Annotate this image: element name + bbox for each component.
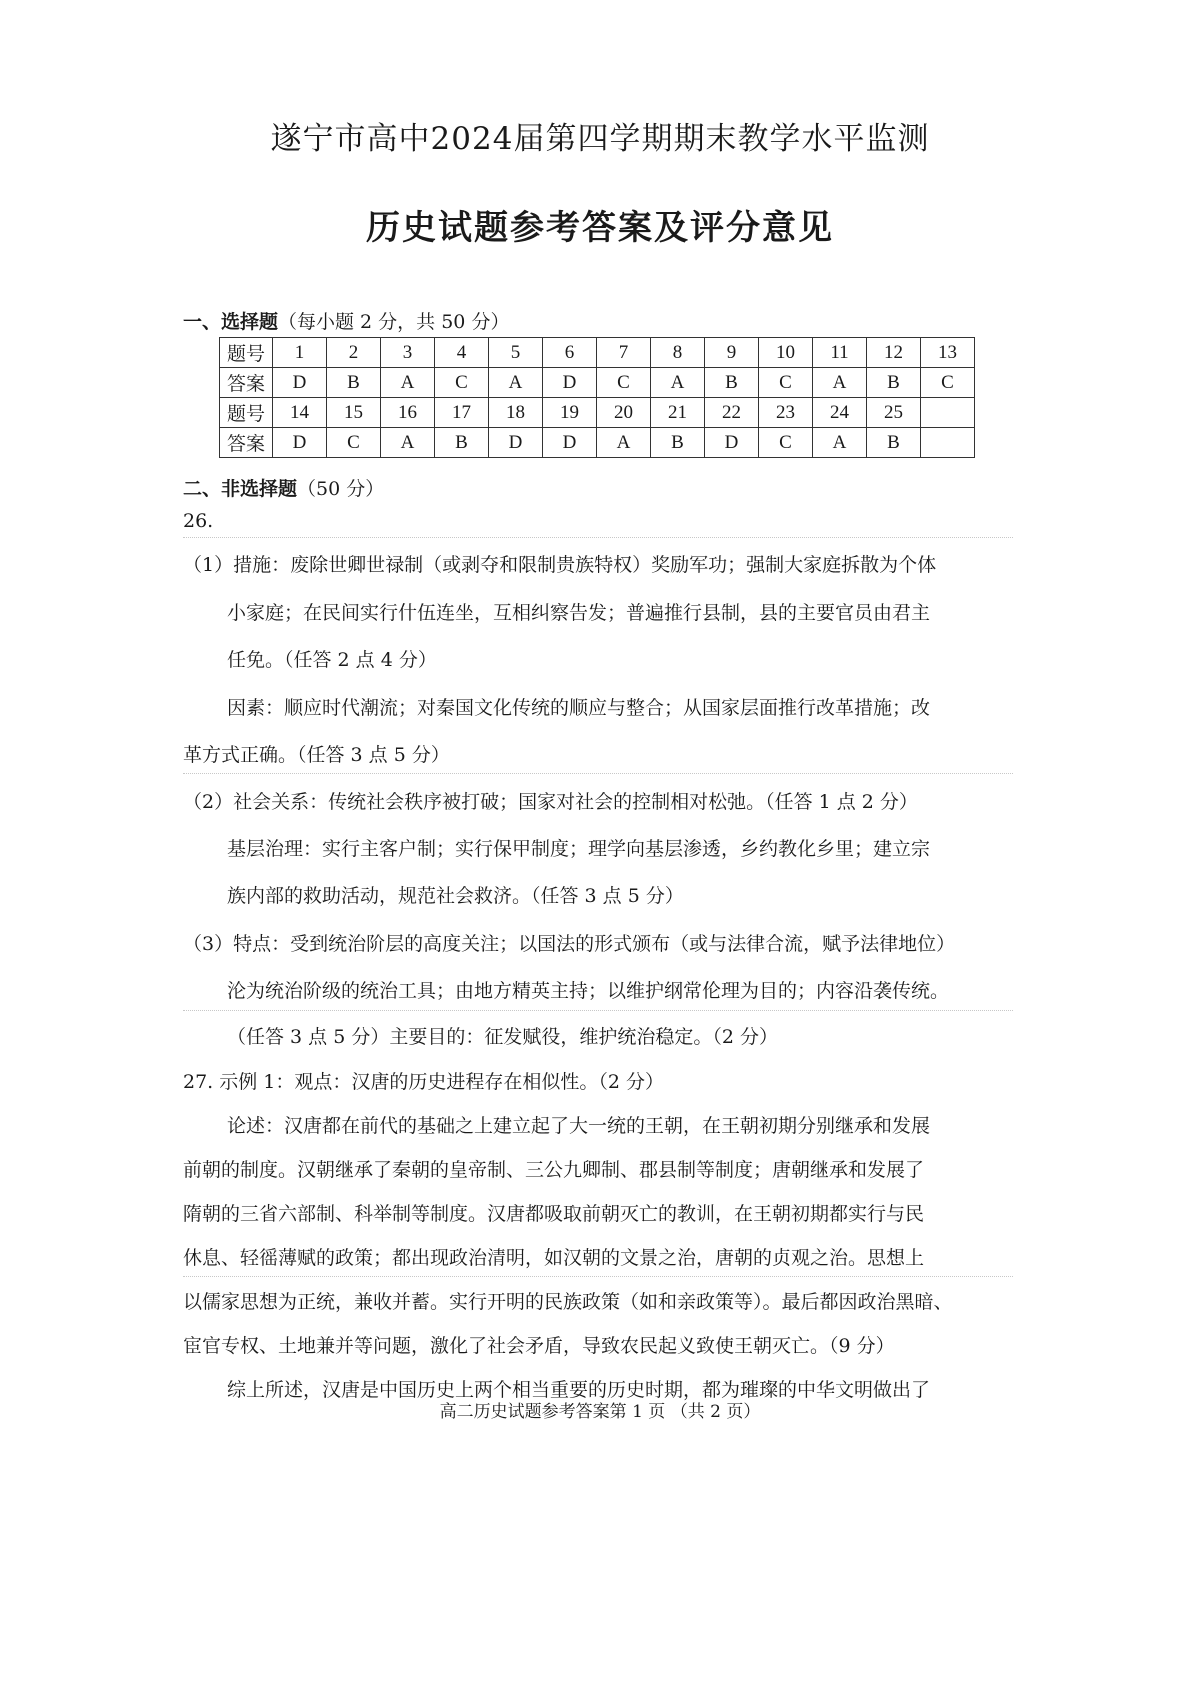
answer-line: 休息、轻徭薄赋的政策；都出现政治清明，如汉朝的文景之治，唐朝的贞观之治。思想上 (183, 1247, 925, 1269)
answer-line: 以儒家思想为正统，兼收并蓄。实行开明的民族政策（如和亲政策等）。最后都因政治黑暗、 (183, 1291, 953, 1313)
question-number-cell: 21 (651, 398, 705, 428)
answer-table (219, 337, 975, 458)
answer-line: 论述：汉唐都在前代的基础之上建立起了大一统的王朝，在王朝初期分别继承和发展 (227, 1115, 931, 1137)
question-26-number: 26. (183, 510, 214, 532)
answer-cell: A (813, 428, 867, 458)
row-label: 题号 (220, 338, 273, 368)
divider (183, 537, 1013, 538)
question-number-cell: 4 (435, 338, 489, 368)
question-number-cell: 7 (597, 338, 651, 368)
question-number-row (220, 338, 975, 368)
row-label: 题号 (220, 398, 273, 428)
page-footer: 高二历史试题参考答案第 1 页 （共 2 页） (439, 1402, 761, 1422)
question-number-cell: 14 (273, 398, 327, 428)
answer-cell: C (759, 428, 813, 458)
answer-line: 小家庭；在民间实行什伍连坐，互相纠察告发；普遍推行县制，县的主要官员由君主 (227, 602, 931, 624)
section2-header (183, 474, 384, 501)
question-number-cell: 2 (327, 338, 381, 368)
answer-line: 任免。（任答 2 点 4 分） (227, 649, 437, 671)
answer-cell: B (867, 428, 921, 458)
answer-cell (921, 428, 975, 458)
answer-line: 宦官专权、土地兼并等问题，激化了社会矛盾，导致农民起义致使王朝灭亡。（9 分） (183, 1335, 895, 1357)
question-number-cell: 3 (381, 338, 435, 368)
answer-line: 沦为统治阶级的统治工具；由地方精英主持；以维护纲常伦理为目的；内容沿袭传统。 (227, 980, 950, 1002)
divider (183, 1276, 1013, 1277)
answer-cell: C (435, 368, 489, 398)
answer-row (220, 428, 975, 458)
divider (183, 1010, 1013, 1011)
answer-line: （2）社会关系：传统社会秩序被打破；国家对社会的控制相对松弛。（任答 1 点 2 分） (183, 791, 918, 813)
question-number-cell: 8 (651, 338, 705, 368)
answer-cell: B (651, 428, 705, 458)
question-number-cell: 15 (327, 398, 381, 428)
answer-cell: A (651, 368, 705, 398)
answer-line: 因素：顺应时代潮流；对秦国文化传统的顺应与整合；从国家层面推行改革措施；改 (227, 697, 931, 719)
section1-header (183, 307, 509, 334)
answer-line: （3）特点：受到统治阶层的高度关注；以国法的形式颁布（或与法律合流，赋予法律地位） (183, 933, 956, 955)
question-number-cell: 20 (597, 398, 651, 428)
answer-cell: D (543, 368, 597, 398)
answer-cell: D (273, 428, 327, 458)
question-number-row (220, 398, 975, 428)
answer-line: （任答 3 点 5 分）主要目的：征发赋役，维护统治稳定。（2 分） (227, 1026, 778, 1048)
answer-cell: D (705, 428, 759, 458)
section1-heading: 一、选择题 (183, 311, 279, 333)
row-label: 答案 (220, 428, 273, 458)
answer-line: 基层治理：实行主客户制；实行保甲制度；理学向基层渗透，乡约教化乡里；建立宗 (227, 838, 931, 860)
question-number-cell: 19 (543, 398, 597, 428)
row-label: 答案 (220, 368, 273, 398)
answer-cell: C (327, 428, 381, 458)
question-number-cell: 13 (921, 338, 975, 368)
answer-row (220, 368, 975, 398)
answer-line: 前朝的制度。汉朝继承了秦朝的皇帝制、三公九卿制、郡县制等制度；唐朝继承和发展了 (183, 1159, 925, 1181)
question-number-cell: 12 (867, 338, 921, 368)
question-number-cell: 10 (759, 338, 813, 368)
question-number-cell: 5 (489, 338, 543, 368)
answer-cell: B (867, 368, 921, 398)
answer-cell: B (327, 368, 381, 398)
question-number-cell: 25 (867, 398, 921, 428)
answer-line: 27. 示例 1：观点：汉唐的历史进程存在相似性。（2 分） (183, 1071, 665, 1093)
answer-cell: B (435, 428, 489, 458)
answer-cell: A (489, 368, 543, 398)
answer-line: （1）措施：废除世卿世禄制（或剥夺和限制贵族特权）奖励军功；强制大家庭拆散为个体 (183, 554, 937, 576)
answer-cell: D (543, 428, 597, 458)
answer-cell: C (759, 368, 813, 398)
answer-cell: C (597, 368, 651, 398)
question-number-cell: 1 (273, 338, 327, 368)
question-number-cell: 17 (435, 398, 489, 428)
question-number-cell: 22 (705, 398, 759, 428)
answer-cell: A (597, 428, 651, 458)
document-title: 遂宁市高中2024届第四学期期末教学水平监测 (270, 121, 930, 157)
answer-cell: B (705, 368, 759, 398)
question-number-cell: 18 (489, 398, 543, 428)
divider (183, 773, 1013, 774)
question-number-cell: 6 (543, 338, 597, 368)
question-number-cell (921, 398, 975, 428)
question-number-cell: 24 (813, 398, 867, 428)
answer-line: 综上所述，汉唐是中国历史上两个相当重要的历史时期，都为璀璨的中华文明做出了 (227, 1379, 931, 1401)
answer-line: 族内部的救助活动，规范社会救济。（任答 3 点 5 分） (227, 885, 684, 907)
section2-heading: 二、非选择题 (183, 478, 298, 500)
section1-note: （每小题 2 分，共 50 分） (278, 311, 510, 333)
answer-cell: A (381, 428, 435, 458)
answer-cell: A (813, 368, 867, 398)
answer-cell: C (921, 368, 975, 398)
section2-note: （50 分） (297, 478, 385, 500)
answer-cell: D (489, 428, 543, 458)
answer-line: 隋朝的三省六部制、科举制等制度。汉唐都吸取前朝灭亡的教训，在王朝初期都实行与民 (183, 1203, 925, 1225)
question-number-cell: 9 (705, 338, 759, 368)
question-number-cell: 23 (759, 398, 813, 428)
question-number-cell: 16 (381, 398, 435, 428)
document-subtitle: 历史试题参考答案及评分意见 (366, 208, 834, 248)
question-number-cell: 11 (813, 338, 867, 368)
answer-cell: A (381, 368, 435, 398)
answer-cell: D (273, 368, 327, 398)
answer-line: 革方式正确。（任答 3 点 5 分） (183, 744, 450, 766)
